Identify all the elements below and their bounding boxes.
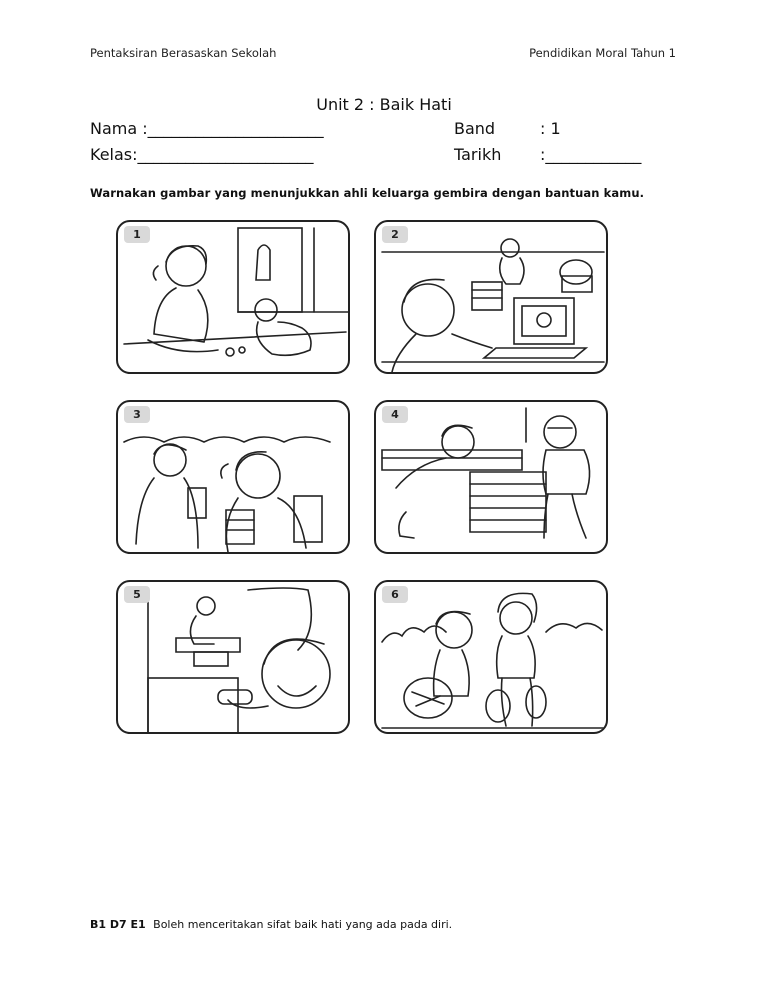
info-row-nama bbox=[90, 119, 690, 141]
footer-description: Boleh menceritakan sifat baik hati yang ada pada diri. bbox=[153, 918, 453, 931]
nama-blank[interactable]: ______________________ bbox=[147, 119, 324, 138]
unit-title: Unit 2 : Baik Hati bbox=[316, 95, 452, 114]
panel-4-illustration bbox=[376, 402, 608, 554]
footer-codes: B1 D7 E1 bbox=[90, 918, 146, 931]
nama-label: Nama :______________________ bbox=[90, 119, 324, 138]
picture-panel-2[interactable] bbox=[374, 220, 608, 374]
panel-number-badge: 1 bbox=[124, 226, 150, 243]
instruction-text: Warnakan gambar yang menunjukkan ahli keluarga gembira dengan bantuan kamu. bbox=[90, 186, 645, 200]
header-school-assessment: Pentaksiran Berasaskan Sekolah bbox=[90, 46, 277, 60]
panel-number-badge: 2 bbox=[382, 226, 408, 243]
picture-panel-4[interactable] bbox=[374, 400, 608, 554]
panel-number-badge: 4 bbox=[382, 406, 408, 423]
picture-panel-3[interactable] bbox=[116, 400, 350, 554]
panel-1-illustration bbox=[118, 222, 350, 374]
panel-5-illustration bbox=[118, 582, 350, 734]
info-row-kelas bbox=[90, 145, 690, 167]
panel-number-badge: 5 bbox=[124, 586, 150, 603]
band-value: : 1 bbox=[540, 119, 561, 138]
panel-number-badge: 3 bbox=[124, 406, 150, 423]
kelas-label: Kelas:______________________ bbox=[90, 145, 314, 164]
footer-learning-standard bbox=[90, 918, 452, 931]
panel-3-illustration bbox=[118, 402, 350, 554]
picture-panel-1[interactable] bbox=[116, 220, 350, 374]
picture-panel-5[interactable] bbox=[116, 580, 350, 734]
picture-panel-6[interactable] bbox=[374, 580, 608, 734]
band-label: Band bbox=[454, 119, 496, 138]
header-subject: Pendidikan Moral Tahun 1 bbox=[529, 46, 676, 60]
panel-number-badge: 6 bbox=[382, 586, 408, 603]
panel-2-illustration bbox=[376, 222, 608, 374]
kelas-blank[interactable]: ______________________ bbox=[137, 145, 314, 164]
tarikh-value[interactable]: :____________ bbox=[540, 145, 642, 164]
panel-6-illustration bbox=[376, 582, 608, 734]
tarikh-label: Tarikh bbox=[454, 145, 502, 164]
